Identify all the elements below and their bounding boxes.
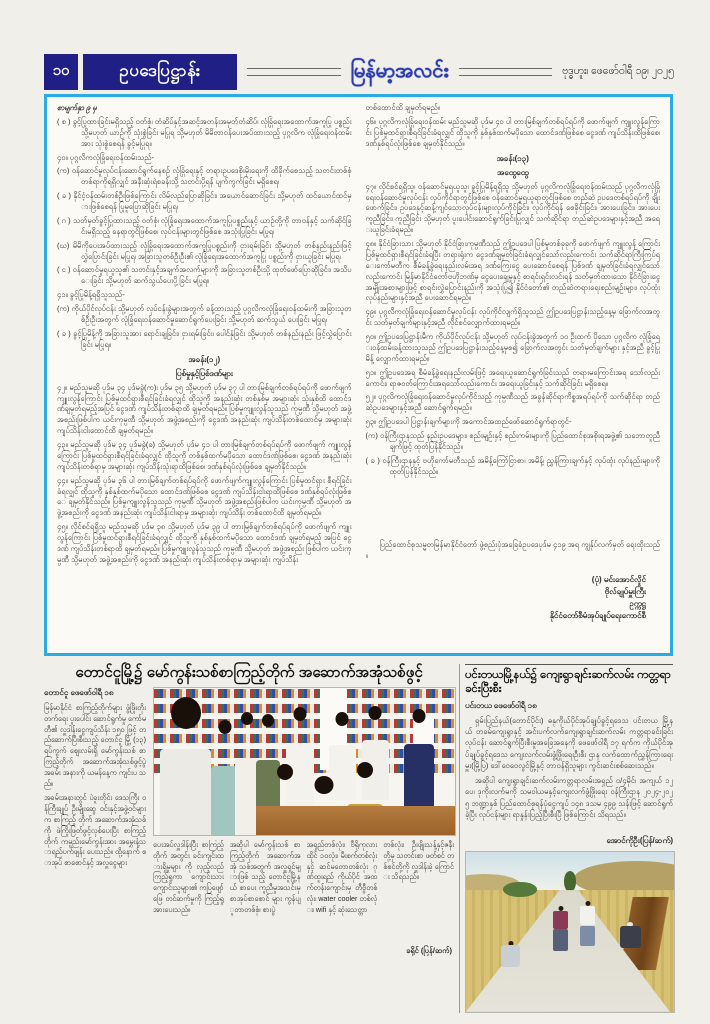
article-left-paragraph: ပေးအပ်လှူဒါန်းပြီး စာကြည့်တိုက် အတွင်း ခင်းကျင်းထားရှိမှုများ ကို လှည့်လည်ကြည့်ရှုကာ ကျောင်းသား ကျောင်းသူများ၏ ကပြဖျော်ဖြေ တင်ဆက်မှုကို ကြည့်ရှုအားပေးသည်။ bbox=[153, 840, 224, 914]
article-right-paragraph: ရှမ်းပြည်နယ်(တောင်ပိုင်း) ဓနုကိုယ်ပိုင်အုပ်ချုပ်ခွင့်ရဒေသ ပင်းတယ မြို့နယ် တခမ်ကျေးရွာနှင့် အင်းပက်လက်ကျေးရွာချင်းဆက်လမ်း ကတ္တရာခင်းခြင်းလုပ်ငန်း ဆောင်ရွက်ပြီးစီးမှုအခြေအနေကို ဖေဖော်ဝါရီ ၁၇ ရက်က ကိုယ်ပိုင်အုပ်ချုပ်ခွင့်ရဒေသ ကျေးလက်လမ်းဖွံ့ဖြိုးရေးဦးစီး ဌာန လက်ထောက်ညွှန်ကြားရေးမှူး(မြို့ပြ) ဒေါ်ဝေဝေလွင်မြို့နှင့် တာဝန်ရှိသူများ ကွင်းဆင်းစစ်ဆေးသည်။ bbox=[465, 715, 673, 770]
article-left-paragraph: အဆိုပါ မော်ကွန်းသစ် စာကြည့်တိုက် အဆောက်အအုံ သစ်အတွက် အလှူရှင်များဖြစ် သည့် တောင်ငူမြို့နယ် စာပေး ကူညီမှုအသင်းမှ စာအုပ်စာစောင် များ ကွန်ပျူတာတစ်စုံ၊ စားပွဲ bbox=[229, 840, 301, 914]
article-village-road bbox=[465, 664, 673, 1013]
article-right-body bbox=[465, 715, 673, 833]
header-rule-right bbox=[459, 68, 553, 76]
article-library-opening bbox=[44, 664, 454, 1013]
publication-date: ဗုဒ္ဓဟူး၊ ဖေဖော်ဝါရီ ၁၉၊ ၂၀၂၅ bbox=[562, 64, 674, 77]
section-label-box bbox=[83, 54, 237, 90]
village-road-photo bbox=[465, 851, 675, 1013]
law-right-flow: တစ်ထောင်ထိ ချမှတ်ရမည်။ ၄၆။ ပုဂ္ဂလိကလုံခြုံရေးဝန်ထမ်း မည်သူမဆို ပုဒ်မ ၄၀ ပါ တားမြစ်ချက်တစ်ရပ်ရပ်ကို ဖောက်ဖျက် ကျူးလွန်ကြောင်း ပြစ်မှုထင်ရှားစီရင်ခြင်းခံရလျှင် ထိုသူကို နှစ်နှစ်ထက်မပိုသော ထောင်ဒဏ်ဖြစ်စေ ငွေဒဏ် ကျပ်သိန်းထိဖြစ်စေ၊ ဒဏ်နှစ်ရပ်လုံးဖြစ်စေ ချမှတ်နိုင်သည်။ အခန်း(၁၃) အထွေထွေ ၄၇။ လိုင်စင်ရရှိသူ၊ ဝန်ဆောင်မှုရယူသူ၊ ခွင့်ပြုမိန့်ရရှိသူ သို့မဟုတ် ပုဂ္ဂလိကလုံခြုံရေးဝန်ထမ်းသည် ပုဂ္ဂလိကလုံခြုံရေးဝန်ဆောင်မှုလုပ်ငန်း လုပ်ကိုင်ရာတွင်ဖြစ်စေ ဝန်ဆောင်မှုရယူရာတွင်ဖြစ်စေ တည်ဆဲ ဥပဒေတစ်ရပ်ရပ်ကို ချိုးဖောက်ခြင်း၊ ဥပဒေနှင့်ဆန့်ကျင်သောလုပ်ငန်းများလုပ်ကိုင်ခြင်း၊ လုပ်ကိုင်ရန် စေခိုင်းခြင်း၊ အားပေးခြင်း၊ အားပေးကူညီခြင်း၊ ကူညီခြင်း သို့မဟုတ် ပူးပေါင်းဆောင်ရွက်ခြင်းပြုလျှင် သက်ဆိုင်ရာ တည်ဆဲဥပဒေများနှင့်အညီ အရေးယူခြင်းခံရမည်။ ၄၈။ နိုင်ငံခြားသား သို့မဟုတ် နိုင်ငံခြားကုမ္ပဏီသည် ဤဥပဒေပါ ပြစ်မှုတစ်ခုခုကို ဖောက်ဖျက် ကျူးလွန် ကြောင်း ပြစ်မှုထင်ရှားစီရင်ခြင်းခံရပြီး တရားရုံးက ငွေဒဏ်ချမှတ်ခြင်းခံရလျှင်သော်လည်းကောင်း သက်ဆိုင်ရာကြီးကြပ်ရေးကော်မတီက စီမံခန့်ခွဲရေးနည်းလမ်းအရ ဒဏ်ကြေးငွေ ပေးဆောင်စေရန် ပြစ်ဒဏ် ချမှတ်ခြင်းခံရလျှင်သော်လည်းကောင်း မြန်မာနိုင်ငံတော်ဗဟိုဘဏ်မှ ငွေပေးချေမှုနှင့် စာရင်းရှင်းလင်းရန် သတ်မှတ်ထားသော နိုင်ငံခြားငွေအမျိုးအစားများဖြင့် စာရင်းလွှဲပြောင်းနည်းကို အသုံးပြု၍ နိုင်ငံတော်၏ တည်ဆဲတရားရေးစည်းမျဉ်းများ၊ လုပ်ထုံးလုပ်နည်းများနှင့်အညီ ပေးဆောင်ရမည်။ ၄၉။ ပုဂ္ဂလိကလုံခြုံရေးဝန်ဆောင်မှုလုပ်ငန်း လုပ်ကိုင်လျက်ရှိသူသည် ဤဥပဒေပြဋ္ဌာန်းသည့်နေ့မှ ခြောက်လအတွင်း သတ်မှတ်ချက်များနှင့်အညီ လိုင်စင်လျှောက်ထားရမည်။ ၅၀။ ဤဥပဒေပြဋ္ဌာန်းမီက ကိုယ်ပိုင်လုပ်ငန်း သို့မဟုတ် လုပ်ငန်းခွဲအတွက် ၁၀ ဦးထက် ပိုသော ပုဂ္ဂလိက လုံခြုံရေးဝန်ထမ်းခန့်ထားသူသည် ဤဥပဒေပြဋ္ဌာန်းသည့်နေ့မှစ၍ ခြောက်လအတွင်း သတ်မှတ်ချက်များ နှင့်အညီ ခွင့်ပြုမိန့် လျှောက်ထားရမည်။ ၅၁။ ဤဥပဒေအရ စီမံခန့်ခွဲရေးနည်းလမ်းဖြင့် အရေးယူဆောင်ရွက်ခြင်းသည် တရားမကြောင်းအရ သော်လည်းကောင်း၊ ရာဇဝတ်ကြောင်းအရသော်လည်းကောင်း အရေးယူခြင်းနှင့် သက်ဆိုင်ခြင်း မရှိစေရ။ ၅၂။ ပုဂ္ဂလိကလုံခြုံရေးဝန်ဆောင်မှုလုပ်ကိုင်သည့် ကုမ္ပဏီသည် အခွန်ဆိုင်ရာကိစ္စအရပ်ရပ်ကို သက်ဆိုင်ရာ တည်ဆဲဥပဒေများနှင့်အညီ ဆောင်ရွက်ရမည်။ ၅၃။ ဤဥပဒေပါ ပြဋ္ဌာန်းချက်များကို အကောင်အထည်ဖော်ဆောင်ရွက်ရာတွင်- (က) ဝန်ကြီးဌာနသည် နည်းဥပဒေများ၊ စည်းမျဉ်းနှင့် စည်းကမ်းများကို ပြည်ထောင်စုအစိုးရအဖွဲ့၏ သဘောတူညီချက်ဖြင့် ထုတ်ပြန်နိုင်သည်။ ( ခ ) ဝန်ကြီးဌာနနှင့် ဗဟိုကော်မတီသည် အမိန့်ကြော်ငြာစာ၊ အမိန့်၊ ညွှန်ကြားချက်နှင့် လုပ်ထုံး လုပ်နည်းများကို ထုတ်ပြန်နိုင်သည်။ bbox=[365, 103, 660, 476]
article-left-paragraph: မြန်မာနိုင်ငံ စာကြည့်တိုက်များ ဖွံ့ဖြိုးတိုးတက်ရေး ပူးပေါင်း ဆောင်ရွက်မှု ကော်မတီ၏ လှူဒါန်းငွေကျပ်သိန်း ၁၅၀ ဖြင့် တည်ဆောက်ပြီးစီးသည့် တောင်ငူ မြို့ (၁၃) ရပ်ကွက် ဈေးလမ်းရှိ မော်ကွန်းသစ် စာကြည့်တိုက် အဆောက်အအုံသစ်ဖွင့်ပွဲ အခမ်း အနားကို ယမန်နေ့က ကျင်းပ သည်။ bbox=[44, 703, 146, 788]
walking-person-white-shirt bbox=[580, 901, 595, 946]
library-opening-photo bbox=[153, 687, 456, 836]
signatory-title: ဥက္ကဋ္ဌ bbox=[629, 598, 646, 608]
article-right-paragraph: အဆိုပါ ကျေးရွာချင်းဆက်လမ်းကတ္တရာလမ်းအရှည် ၀/၄မိုင်၊ အကျယ် ၁၂ ပေ၊ ဒုကိုးလက်မကို သမဝါယမနှင့်ကျေးလက်ဖွံ့ဖြိုးရေး ဝန်ကြီးဌာန ၂၀၂၄-၂၀၂၅ ဘဏ္ဍာနှစ် ပြည်ထောင်စုရန်ပုံငွေကျပ် ၁၄၈ ဒသမ ၄၉၉ သန်းဖြင့် ဆောင်ရွက်ခဲ့ပြီး လုပ်ငန်းများ ရာနှုန်းပြည့်ပြီးစီးပြီ ဖြစ်ကြောင်း သိရသည်။ bbox=[465, 776, 673, 819]
reading-table bbox=[256, 806, 455, 835]
section-label: ဥပဒေပြဋ္ဌာန်း bbox=[119, 60, 201, 80]
article-left-credit: ခရိုင် (ပြန်/ဆက်) bbox=[402, 945, 452, 956]
signature-block bbox=[366, 574, 661, 622]
law-column-left bbox=[57, 103, 352, 647]
page-header bbox=[44, 52, 674, 92]
article-right-credit: အောင်ကိုဦး(ပြန်/ဆက်) bbox=[606, 835, 673, 845]
article-left-dateline: တောင်ငူ ဖေဖော်ဝါရီ ၁၈ bbox=[44, 688, 114, 697]
article-left-paragraph: အခမ်းအနားတွင် ပဲခူးတိုင်း ဒေသကြီး ဝန်ကြီးချုပ် ဦးမျိုးဆွေ ဝင်းနှင့်အဖွဲ့ဝင်များက စာကြည့် တိုက် အဆောက်အအုံသစ်ကို ဖဲကြိုးဖြတ်ဖွင့်လှစ်ပေးပြီး စာကြည့်တိုက် ကမ္ပည်းမော်ကွန်းအား အမွှေးနံ့သာရည်ပက်ဖျန်း ပေးသည်။ ထို့နောက် စာအုပ် စာစောင်နှင့် အလှူငွေများ bbox=[44, 793, 146, 868]
article-left-bottom-columns bbox=[153, 840, 454, 956]
walking-woman bbox=[553, 906, 568, 951]
article-right-dateline: ပင်းတယ ဖေဖော်ဝါရီ ၁၈ bbox=[465, 700, 537, 710]
masthead-title: မြန်မာ့အလင်း bbox=[350, 60, 449, 82]
continued-from-note: စာမျက်နှာ ၉ မှ bbox=[57, 103, 97, 112]
signatory-name: (ပုံ) မင်းအောင်လှိုင် bbox=[591, 574, 646, 584]
chapter-12-subheading: ပြစ်မှုနှင့်ပြစ်ဒဏ်များ bbox=[175, 369, 233, 379]
crouching-worker-right bbox=[620, 922, 641, 948]
attendee bbox=[211, 720, 238, 835]
article-right-headline: ပင်းတယမြို့နယ်၌ ကျေးရွာချင်းဆက်လမ်း ကတ္တရာခင်းပြီးစီး bbox=[465, 669, 671, 696]
chapter-13-heading: အခန်း(၁၃) bbox=[496, 153, 529, 163]
official-dark-jacket bbox=[404, 709, 434, 812]
bottom-articles-row bbox=[44, 664, 673, 1013]
article-left-paragraph: တစ်လုံး၊ ဦးဖျိုးသန့်နှင့်ဇနီးတို့မှ သတင်းစာ ဖတ်စင် တစ်စင်တို့ကို လှူဒါန်းခဲ့ ကြောင်း သိရသည်။ bbox=[383, 840, 454, 882]
chapter-13-subheading: အထွေထွေ bbox=[497, 168, 529, 178]
header-rule-left bbox=[247, 68, 341, 76]
article-left-paragraph: အရှည်တစ်လုံး၊ ဗီရိုကုလားထိုင် ၁၀လုံး၊ မီးစက်တစ်လုံးနှင့် ဆင်မတောတစ်လုံး ဂုဏ်ထူးရည် ကိုယ်ပိုင် အထက်တန်းကျောင်းမှ တီဗွီတစ်လုံး၊ water cooler တစ်လုံး၊ wifi နှင့် ဆုံးသေတ္တာ bbox=[306, 840, 378, 914]
signatory-rank: ဗိုလ်ချုပ်မှူးကြီး bbox=[604, 586, 646, 596]
law-column-right bbox=[366, 103, 661, 647]
column-divider bbox=[459, 664, 460, 1013]
tree bbox=[564, 871, 576, 892]
page-number-box bbox=[44, 54, 78, 90]
treeline bbox=[503, 882, 536, 896]
page-number: ၁၀ bbox=[52, 62, 70, 79]
crouching-worker-left bbox=[501, 941, 520, 967]
chapter-12-heading: အခန်း(၁၂) bbox=[188, 354, 221, 364]
article-left-first-column bbox=[44, 687, 146, 959]
signatory-org: နိုင်ငံတော်စီမံအုပ်ချုပ်ရေးကောင်စီ bbox=[549, 610, 646, 620]
article-left-headline: တောင်ငူမြို့၌ မော်ကွန်းသစ်စာကြည့်တိုက် အဆောက်အအုံသစ်ဖွင့် bbox=[75, 664, 423, 681]
law-closing-statement: ပြည်ထောင်စုသမ္မတမြန်မာနိုင်ငံတော် ဖွဲ့စည်းပုံအခြေခံဥပဒေပုဒ်မ ၄၁၉ အရ ကျွန်ုပ်လက်မှတ် ရေးထိုးသည်။ bbox=[365, 540, 660, 561]
law-left-flow: စာမျက်နှာ ၉ မှ ( စ ) ခွင့်ပြုထားခြင်းမရှိသည့် ဝတ်စုံ၊ တံဆိပ်နှင့်အဆင့်အတန်းအမှတ်တံဆိပ်၊ လုံခြုံရေးအထောက်အကူပြု ပစ္စည်း သို့မဟုတ် ယာဉ်ကို သုံးစွဲခြင်း မပြုရ သို့မဟုတ် မိမိတာဝန်ပေးအပ်ထားသည့် ပုဂ္ဂလိက လုံခြုံရေးဝန်ထမ်းအား သုံးစွဲစေရန် ခွင့်မပြုရ။ ၄၀။ ပုဂ္ဂလိကလုံခြုံရေးဝန်ထမ်းသည်- (က) ဝန်ဆောင်မှုလုပ်ငန်းဆောင်ရွက်နေစဉ် လုံခြုံရေးနှင့် တရားဥပဒေစိုးမိုးရေးကို ထိခိုက်စေသည့် သတင်းတစ်စုံတစ်ရာကိုရရှိလျှင် အနီးဆုံးရဲစခန်းသို့ သတင်းပို့ရန် ပျက်ကွက်ခြင်း မရှိစေရ၊ ( ခ ) နိုင်ငံ့ဝန်ထမ်းတစ်ဦးဖြစ်ကြောင်း လိမ်လည်ပြောဆိုခြင်း၊ အယောင်ဆောင်ခြင်း သို့မဟုတ် ထင်ယောင်ထင်မှားဖြစ်စေရန် ပြုမူပြောဆိုခြင်း မပြုရ၊ ( ဂ ) သတ်မှတ်ခွင့်ပြုထားသည့် ဝတ်စုံ၊ လုံခြုံရေးအထောက်အကူပြုပစ္စည်းနှင့် ယာဉ်တို့ကို တာဝန်နှင့် သက်ဆိုင်ခြင်းမရှိသည့် နေရာတွင်ဖြစ်စေ၊ လုပ်ငန်းများတွင်ဖြစ်စေ အသုံးပြုခြင်း မပြုရ၊ (ဃ) မိမိကိုပေးအပ်ထားသည့် လုံခြုံရေးအထောက်အကူပြုပစ္စည်းကို ငှားရမ်းခြင်း သို့မဟုတ် တစ်နည်းနည်းဖြင့်လွှဲပြောင်းခြင်း မပြုရ၊ အခြားသူတစ်ဦးဦး၏ လုံခြုံရေးအထောက်အကူပြု ပစ္စည်းကို ငှားယူခြင်း မပြုရ၊ ( င ) ဝန်ဆောင်မှုရယူသူ၏ သတင်းနှင့်အချက်အလက်များကို အခြားသူတစ်ဦးသို့ ထုတ်ဖော်ပြောဆိုခြင်း၊ အသိပေးခြင်း သို့မဟုတ် ဆက်သွယ်ပေးပို့ခြင်း မပြုရ။ ၄၁။ ခွင့်ပြုမိန့်ရရှိသူသည်- (က) ကိုယ်ပိုင်လုပ်ငန်း သို့မဟုတ် လုပ်ငန်းခွဲများအတွက် ခန့်ထားသည့် ပုဂ္ဂလိကလုံခြုံရေးဝန်ထမ်းကို အခြားသူတစ်ဦးဦးအတွက် လုံခြုံရေးဝန်ဆောင်မှုဆောင်ရွက်ပေးခြင်း သို့မဟုတ် ဆက်သွယ် ပေးခြင်း မပြုရ၊ ( ခ ) ခွင့်ပြုမိန့်ကို အခြားသူအား ရောင်းချခြင်း၊ ငှားရမ်းခြင်း၊ ပေါင်နှံခြင်း သို့မဟုတ် တစ်နည်းနည်း ဖြင့်လွှဲပြောင်းခြင်း မပြုရ။ အခန်း(၁၂) ပြစ်မှုနှင့်ပြစ်ဒဏ်များ ၄၂။ မည်သူမဆို ပုဒ်မ ၃၄ ပုဒ်မခွဲ(က)၊ ပုဒ်မ ၃၅ သို့မဟုတ် ပုဒ်မ ၃၇ ပါ တားမြစ်ချက်တစ်ရပ်ရပ်ကို ဖောက်ဖျက်ကျူးလွန်ကြောင်း ပြစ်မှုထင်ရှားစီရင်ခြင်းခံရလျှင် ထိုသူကို အနည်းဆုံး တစ်နှစ်မှ အများဆုံး သုံးနှစ်ထိ ထောင်ဒဏ်ချမှတ်ရမည့်အပြင် ငွေဒဏ် ကျပ်သိန်းတစ်ရာထိ ချမှတ်ရမည်။ ပြစ်မှုကျူးလွန်သူသည် ကုမ္ပဏီ သို့မဟုတ် အဖွဲ့အစည်းဖြစ်ပါက ယင်းကုမ္ပဏီ သို့မဟုတ် အဖွဲ့အစည်းကို ငွေဒဏ် အနည်းဆုံး ကျပ်သိန်းတစ်ထောင်မှ အများဆုံး ကျပ်သိန်းငါးထောင်ထိ ချမှတ်ရမည်။ ၄၃။ မည်သူမဆို ပုဒ်မ ၃၄ ပုဒ်မခွဲ(ခ) သို့မဟုတ် ပုဒ်မ ၄၁ ပါ တားမြစ်ချက်တစ်ရပ်ရပ်ကို ဖောက်ဖျက် ကျူးလွန်ကြောင်း ပြစ်မှုထင်ရှားစီရင်ခြင်းခံရလျှင် ထိုသူကို တစ်နှစ်ထက်မပိုသော ထောင်ဒဏ်ဖြစ်စေ၊ ငွေဒဏ် အနည်းဆုံး ကျပ်သိန်းတစ်ရာမှ အများဆုံး ကျပ်သိန်းသုံးရာထိဖြစ်စေ၊ ဒဏ်နှစ်ရပ်လုံးဖြစ်စေ ချမှတ်နိုင်သည်။ ၄၄။ မည်သူမဆို ပုဒ်မ ၃၆ ပါ တားမြစ်ချက်တစ်ရပ်ရပ်ကို ဖောက်ဖျက်ကျူးလွန်ကြောင်း ပြစ်မှုထင်ရှား စီရင်ခြင်းခံရလျှင် ထိုသူကို နှစ်နှစ်ထက်မပိုသော ထောင်ဒဏ်ဖြစ်စေ ငွေဒဏ် ကျပ်သိန်းငါးရာထိဖြစ်စေ ဒဏ်နှစ်ရပ်လုံးဖြစ်စေ ချမှတ်နိုင်သည်။ ပြစ်မှုကျူးလွန်သူသည် ကုမ္ပဏီ သို့မဟုတ် အဖွဲ့အစည်းဖြစ်ပါက ယင်းကုမ္ပဏီ သို့မဟုတ် အဖွဲ့အစည်းကို ငွေဒဏ် အနည်းဆုံး ကျပ်သိန်းငါးရာမှ အများဆုံး ကျပ်သိန်း တစ်ထောင်ထိ ချမှတ်ရမည်။ ၄၅။ လိုင်စင်ရရှိသူ မည်သူမဆို ပုဒ်မ ၃၈ သို့မဟုတ် ပုဒ်မ ၃၉ ပါ တားမြစ်ချက်တစ်ရပ်ရပ်ကို ဖောက်ဖျက် ကျူးလွန်ကြောင်း ပြစ်မှုထင်ရှားစီရင်ခြင်းခံရလျှင် ထိုသူကို နှစ်နှစ်ထက်မပိုသော ထောင်ဒဏ် ချမှတ်ရမည့် အပြင် ငွေဒဏ် ကျပ်သိန်းတစ်ရာထိ ချမှတ်ရမည်။ ပြစ်မှုကျူးလွန်သူသည် ကုမ္ပဏီ သို့မဟုတ် အဖွဲ့အစည်း ဖြစ်ပါက ယင်းကုမ္ပဏီ သို့မဟုတ် အဖွဲ့အစည်းကို ငွေဒဏ် အနည်းဆုံး ကျပ်သိန်းတစ်ရာမှ အများဆုံး ကျပ်သိန်း bbox=[57, 103, 352, 564]
law-article-box bbox=[44, 94, 673, 656]
foreground-man bbox=[160, 697, 211, 835]
